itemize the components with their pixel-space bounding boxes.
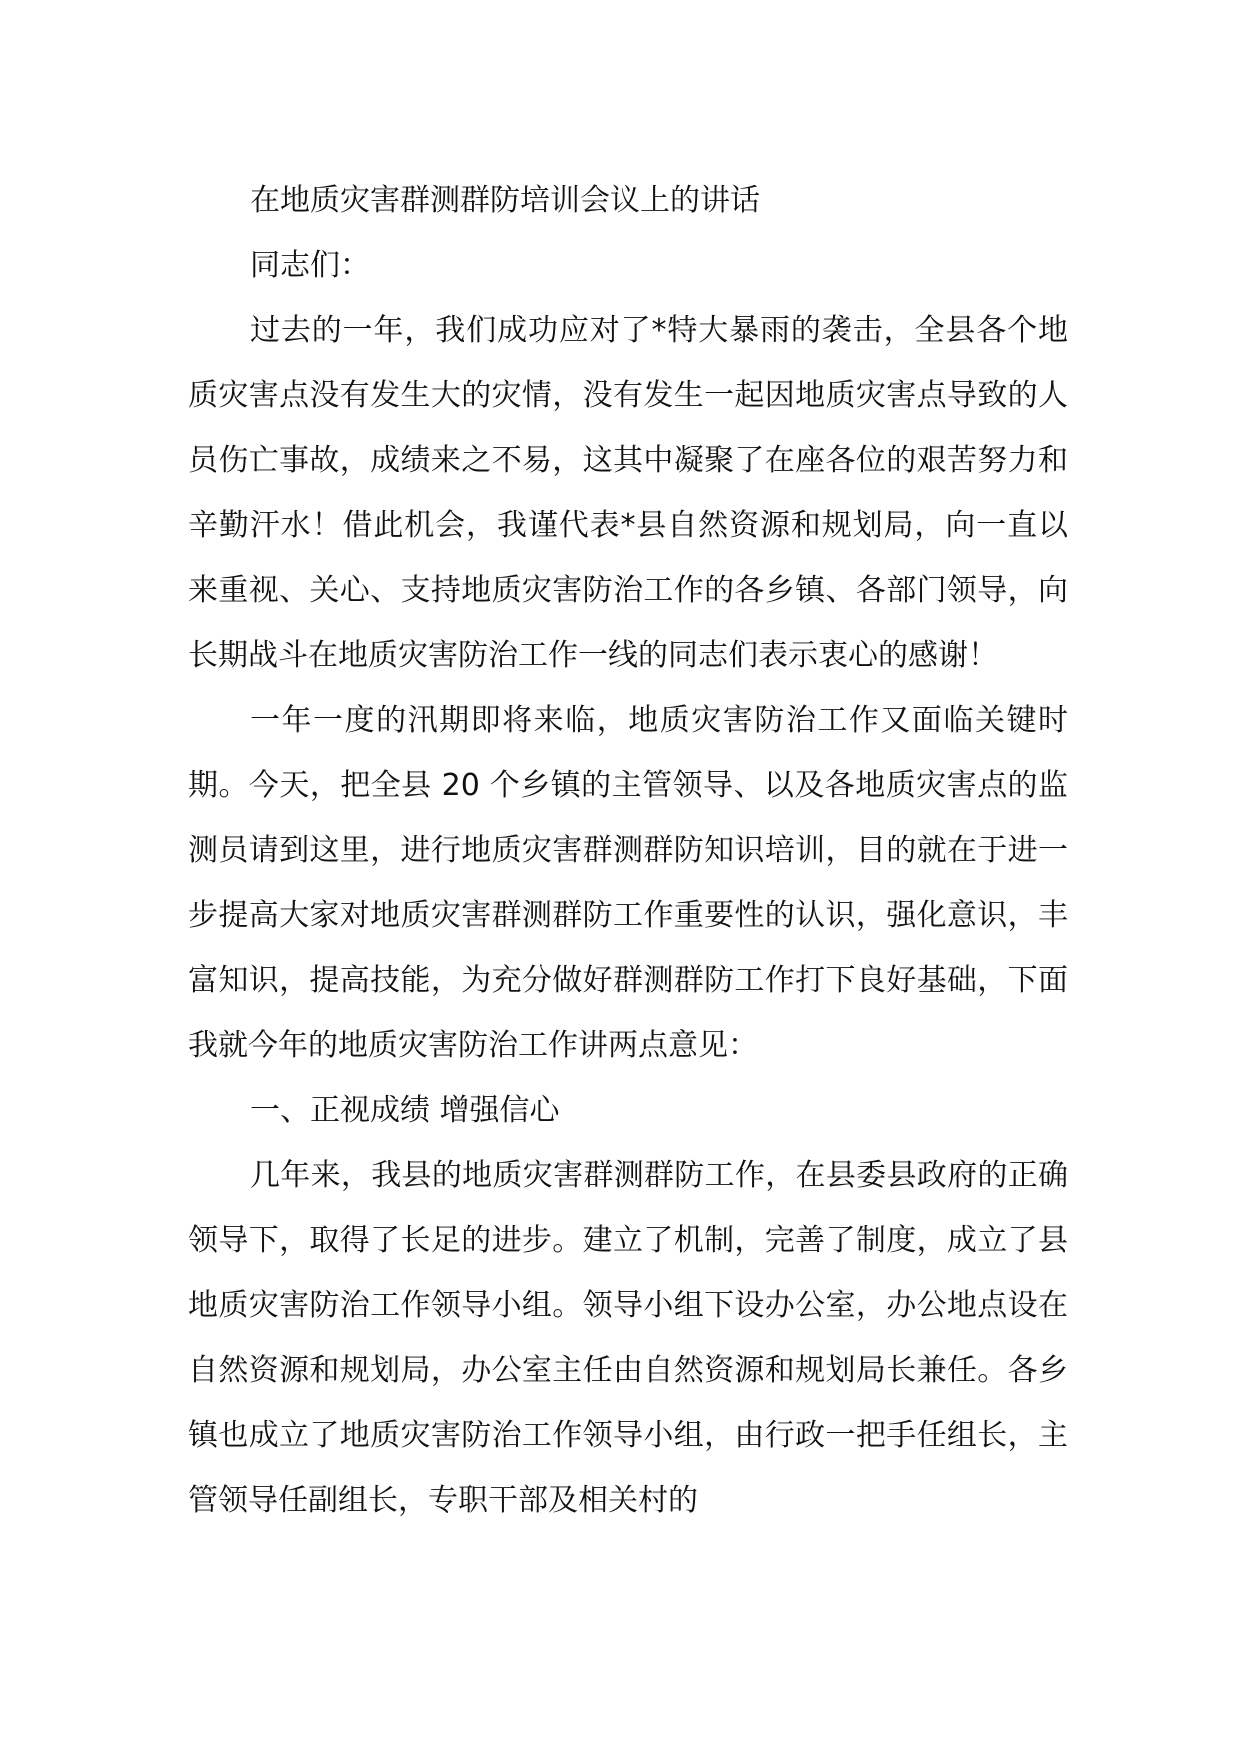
paragraph-1: 过去的一年，我们成功应对了*特大暴雨的袭击，全县各个地质灾害点没有发生大的灾情，没有发生一起因地质灾害点导致的人员伤亡事故，成绩来之不易，这其中凝聚了在座各位的艰苦努力和辛勤汗水！借此机会，我谨代表*县自然资源和规划局，向一直以来重视、关心、支持地质灾害防治工作的各乡镇、各部门领导，向长期战斗在地质灾害防治工作一线的同志们表示衷心的感谢！ [188, 313, 1068, 673]
section-paragraph: 几年来，我县的地质灾害群测群防工作，在县委县政府的正确领导下，取得了长足的进步。建立了机制，完善了制度，成立了县地质灾害防治工作领导小组。领导小组下设办公室，办公地点设在自然资源和规划局，办公室主任由自然资源和规划局长兼任。各乡镇也成立了地质灾害防治工作领导小组，由行政一把手任组长，主管领导任副组长，专职干部及相关村的 [188, 1158, 1068, 1518]
paragraph-2: 一年一度的汛期即将来临，地质灾害防治工作又面临关键时期。今天，把全县 20 个乡镇的主管领导、以及各地质灾害点的监测员请到这里，进行地质灾害群测群防知识培训，目的就在于进一步提高大家对地质灾害群测群防工作重要性的认识，强化意识，丰富知识，提高技能，为充分做好群测群防工作打下良好基础，下面我就今年的地质灾害防治工作讲两点意见： [188, 703, 1068, 1063]
document-title: 在地质灾害群测群防培训会议上的讲话 [250, 183, 760, 218]
section-heading: 一、正视成绩 增强信心 [250, 1093, 560, 1128]
document-body [188, 168, 1068, 1533]
salutation: 同志们： [250, 248, 370, 283]
